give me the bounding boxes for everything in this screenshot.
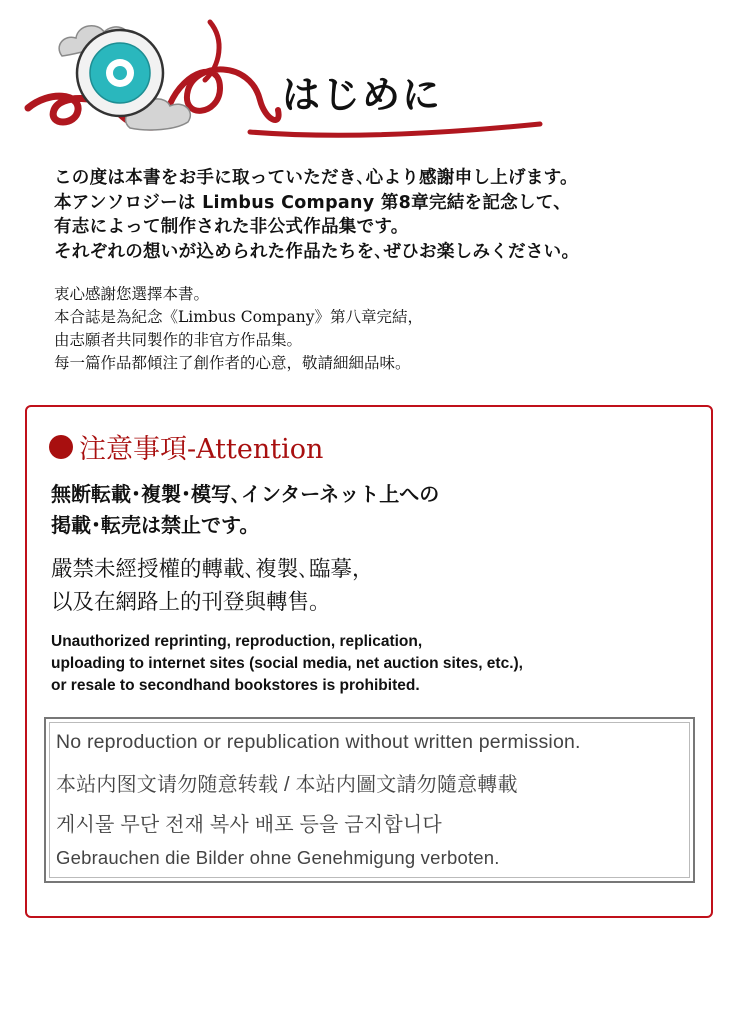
attention-heading xyxy=(49,427,323,466)
warning-chinese xyxy=(51,553,374,619)
warning-ja-line: 無断転載･複製･模写､インターネット上への xyxy=(51,482,440,506)
attention-title: 注意事項-Attention xyxy=(79,434,324,465)
intro-chinese xyxy=(54,283,694,375)
intro-zh-line: 衷心感謝您選擇本書。 xyxy=(54,285,210,303)
intro-ja-line: 有志によって制作された非公式作品集です。 xyxy=(54,217,409,237)
warning-zh-line: 以及在網路上的刊登與轉售。 xyxy=(51,590,331,615)
banner-line-german: Gebrauchen die Bilder ohne Genehmigung verboten. xyxy=(56,847,500,868)
intro-zh-line: 每一篇作品都傾注了創作者的心意，敬請細細品味。 xyxy=(54,354,411,372)
page-title: はじめに xyxy=(282,72,443,117)
warning-en-line: uploading to internet sites (social media, net auction sites, etc.), xyxy=(51,655,523,672)
intro-japanese xyxy=(54,166,714,264)
eye-icon xyxy=(77,30,163,116)
intro-zh-line: 本合誌是為紀念《Limbus Company》第八章完結， xyxy=(54,308,424,326)
intro-zh-line: 由志願者共同製作的非官方作品集。 xyxy=(54,331,303,349)
intro-ja-line: それぞれの想いが込められた作品たちを､ぜひお楽しみください。 xyxy=(54,241,580,262)
warning-japanese xyxy=(51,479,439,541)
banner-line-chinese: 本站内图文请勿随意转载 / 本站内圖文請勿隨意轉載 xyxy=(56,774,518,796)
banner-line-korean: 게시물 무단 전재 복사 배포 등을 금지합니다 xyxy=(56,814,442,836)
warning-en-line: Unauthorized reprinting, reproduction, replication, xyxy=(51,633,423,650)
warning-english xyxy=(51,631,523,697)
warning-zh-line: 嚴禁未經授權的轉載､複製､臨摹， xyxy=(51,557,374,582)
intro-ja-line: この度は本書をお手に取っていただき､心より感謝申し上げます。 xyxy=(54,168,578,188)
banner-line-english: No reproduction or republication without written permission. xyxy=(56,731,581,753)
warning-ja-line: 掲載･転売は禁止です。 xyxy=(51,513,260,537)
no-reproduction-banner xyxy=(44,717,695,883)
intro-ja-line: 本アンソロジーは Limbus Company 第8章完結を記念して、 xyxy=(54,192,571,213)
bullet-dot-icon xyxy=(49,435,73,459)
warning-en-line: or resale to secondhand bookstores is prohibited. xyxy=(51,677,420,694)
notice-box xyxy=(25,405,713,918)
